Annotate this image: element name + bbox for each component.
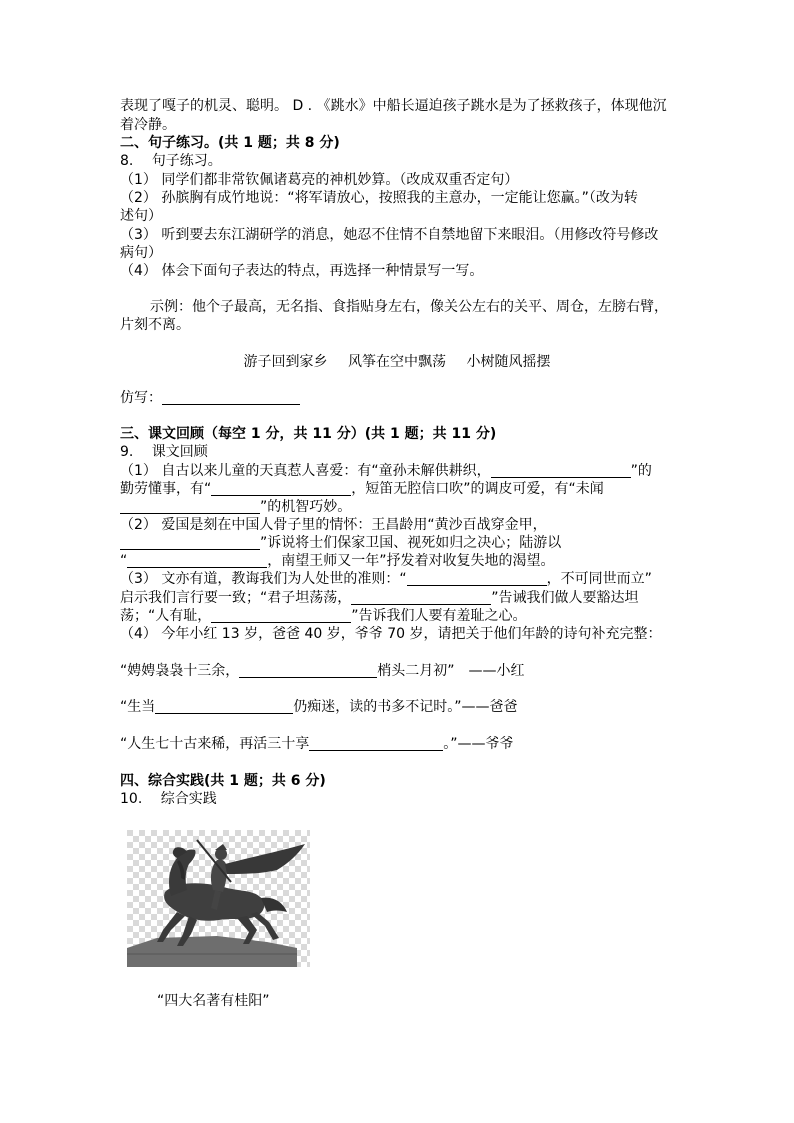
prev-answer-line-2: 着冷静。 [120, 117, 176, 133]
fill-blank[interactable] [407, 571, 547, 586]
q9-item-3-line-1 [120, 570, 652, 588]
text-segment: ”诉说将士们保家卫国、视死如归之决心；陆游以 [260, 535, 562, 551]
text-segment: “人生七十古来稀，再活三十享 [120, 736, 310, 752]
fill-blank[interactable] [155, 699, 293, 714]
text-segment: “ [120, 553, 128, 569]
q9-item-2-line-2 [120, 534, 561, 552]
question-8-title: 8. 句子练习。 [120, 153, 222, 169]
text-segment: “生当 [120, 699, 156, 715]
q9-item-2-line-3 [120, 552, 555, 570]
text-segment: ”告诫我们做人要豁达坦 [491, 590, 639, 606]
q9-item-4: （4） 今年小红 13 岁，爸爸 40 岁，爷爷 70 岁，请把关于他们年龄的诗句补充完整： [120, 626, 662, 642]
q9-item-3-line-3 [120, 607, 527, 625]
section-2-heading: 二、句子练习。(共 1 题；共 8 分) [120, 135, 340, 151]
text-segment: 荡；“人有耻， [120, 608, 212, 624]
q8-item-1: （1） 同学们都非常钦佩诸葛亮的神机妙算。（改成双重否定句） [120, 172, 519, 188]
fill-blank[interactable] [120, 499, 260, 514]
text-segment: 仍痴迷，读的书多不记时。”——爸爸 [293, 699, 518, 715]
fill-blank[interactable] [309, 736, 443, 751]
imitation-blank[interactable] [162, 390, 300, 405]
fill-blank[interactable] [120, 535, 260, 550]
poem-line-xiaohong [120, 662, 525, 680]
question-9-title: 9. 课文回顾 [120, 444, 208, 460]
scene-option: 游子回到家乡 [243, 354, 328, 370]
fill-blank[interactable] [351, 590, 491, 605]
text-segment: ”的 [630, 463, 652, 479]
q9-item-1-line-1 [120, 462, 652, 480]
q8-item-2-line-2: 述句） [120, 208, 162, 224]
question-10-title: 10. 综合实践 [120, 791, 217, 807]
text-segment: ，不可同世而立” [546, 571, 652, 587]
fill-blank[interactable] [211, 481, 351, 496]
text-segment: “娉娉袅袅十三余， [120, 663, 240, 679]
scene-option: 小树随风摇摆 [466, 354, 551, 370]
q8-item-2-line-1: （2） 孙膑胸有成竹地说：“将军请放心，按照我的主意办，一定能让您赢。”（改为转 [120, 190, 638, 206]
poem-line-yeye [120, 735, 514, 753]
q9-item-1-line-2 [120, 480, 604, 498]
prev-answer-line-1: 表现了嘎子的机灵、聪明。 D . 《跳水》中船长逼迫孩子跳水是为了拯救孩子，体现他沉 [120, 98, 667, 114]
example-line-2: 片刻不离。 [120, 317, 190, 333]
text-segment: （3） 文亦有道，教诲我们为人处世的准则：“ [120, 571, 407, 587]
imitation-label: 仿写： [120, 390, 162, 406]
fill-blank[interactable] [491, 463, 631, 478]
horse-rider-statue-image [127, 830, 310, 967]
imitation-line [120, 389, 300, 407]
text-segment: 启示我们言行要一致；“君子坦荡荡， [120, 590, 352, 606]
section-3-heading: 三、课文回顾（每空 1 分，共 11 分）(共 1 题；共 11 分) [120, 426, 497, 442]
text-segment: ，南望王师又一年”抒发着对收复失地的渴望。 [267, 553, 555, 569]
q8-item-3-line-1: （3） 听到要去东江湖研学的消息，她忍不住情不自禁地留下来眼泪。（用修改符号修改 [120, 227, 659, 243]
section-4-heading: 四、综合实践(共 1 题；共 6 分) [120, 773, 326, 789]
example-line-1: 示例：他个子最高，无名指、食指贴身左右，像关公左右的关平、周仓，左膀右臂， [150, 299, 668, 315]
scene-options [0, 353, 794, 371]
q9-item-2-line-1: （2） 爱国是刻在中国人骨子里的情怀：王昌龄用“黄沙百战穿金甲， [120, 517, 547, 533]
q8-item-3-line-2: 病句） [120, 245, 162, 261]
fill-blank[interactable] [127, 553, 267, 568]
poem-line-baba [120, 698, 518, 716]
text-segment: （1） 自古以来儿童的天真惹人喜爱：有“童孙未解供耕织， [120, 463, 491, 479]
text-segment: ，短笛无腔信口吹”的调皮可爱，有“未闻 [351, 481, 604, 497]
text-segment: 梢头二月初” ——小红 [377, 663, 525, 679]
q9-item-1-line-3 [120, 498, 351, 516]
image-caption: “四大名著有桂阳” [157, 993, 270, 1009]
fill-blank[interactable] [211, 608, 351, 623]
fill-blank[interactable] [239, 663, 377, 678]
q8-item-4: （4） 体会下面句子表达的特点，再选择一种情景写一写。 [120, 263, 484, 279]
text-segment: 。”——爷爷 [443, 736, 514, 752]
scene-option: 风筝在空中飘荡 [348, 354, 446, 370]
q9-item-3-line-2 [120, 589, 639, 607]
text-segment: ”的机智巧妙。 [260, 499, 352, 515]
text-segment: ”告诉我们人要有羞耻之心。 [351, 608, 527, 624]
text-segment: 勤劳懂事，有“ [120, 481, 212, 497]
